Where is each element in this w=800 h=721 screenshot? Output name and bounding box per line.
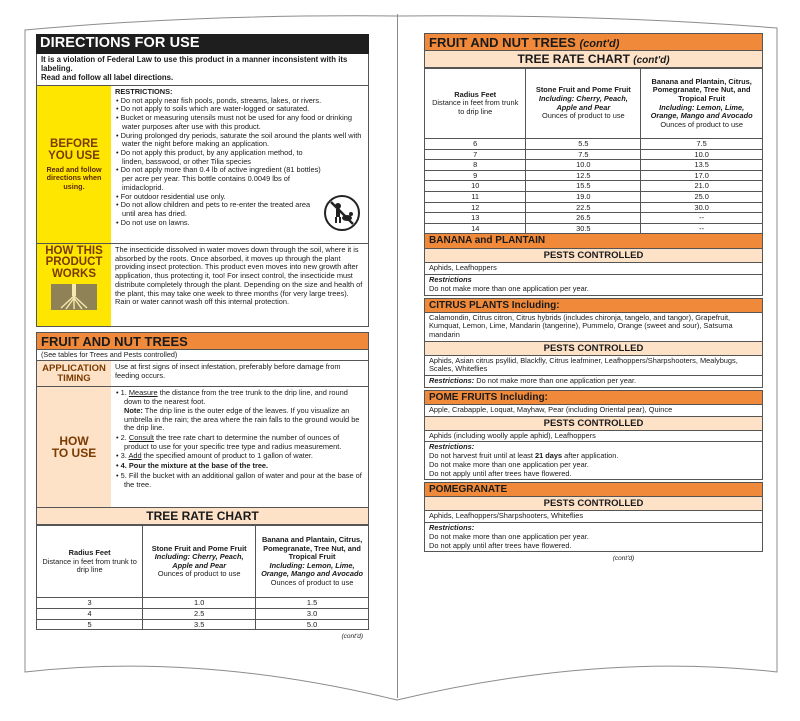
- how-works-line3: WORKS: [51, 267, 97, 280]
- restrictions-title: RESTRICTIONS:: [115, 86, 173, 96]
- col-banana-including: Including: Lemon, Lime, Orange, Mango and Avocado: [650, 102, 753, 121]
- table-row: [425, 202, 763, 213]
- col-stone-header: [143, 526, 256, 598]
- cell-stone: 7.5: [526, 149, 641, 160]
- cell-radius: 8: [425, 160, 526, 171]
- col-radius-title: Radius Feet: [454, 89, 497, 99]
- cell-stone: 5.5: [526, 139, 641, 150]
- cell-banana: 7.5: [641, 139, 763, 150]
- col-radius-title: Radius Feet: [68, 548, 111, 558]
- chart-cont-tag: (cont'd): [633, 55, 670, 66]
- pomegranate-header: POMEGRANATE: [424, 482, 763, 497]
- table-row: [37, 619, 369, 630]
- chart-cont-title: TREE RATE CHART: [517, 52, 630, 66]
- pome-r1-days: 21 days: [534, 451, 563, 461]
- step-1-verb: Measure: [128, 388, 158, 398]
- pome-header: POME FRUITS Including:: [424, 390, 763, 405]
- no-children-pets-icon: [324, 195, 360, 231]
- table-row: [37, 598, 369, 609]
- col-banana-header: [641, 69, 763, 139]
- cell-banana: 13.5: [641, 160, 763, 171]
- before-you-use-label: [37, 86, 111, 243]
- how-to-use-steps: [111, 387, 368, 507]
- banana-restrictions-label: Restrictions: [429, 275, 472, 285]
- citrus-restriction-1: Do not make more than one application per year.: [474, 376, 637, 386]
- restriction-item: • Do not apply this product, by any application method, to linden, basswood, or other Tilia species: [115, 149, 364, 166]
- col-banana-sub: Ounces of product to use: [270, 577, 354, 587]
- cell-stone: 22.5: [526, 202, 641, 213]
- restriction-item: • Do not allow children and pets to re-enter the treated area until area has dried.: [115, 201, 364, 218]
- timing-label-line1: APPLICATION: [42, 363, 106, 375]
- step-2: • 2. Consult the tree rate chart to determine the number of ounces of product to use for your specific tree type and radius measurement.: [115, 434, 364, 451]
- cell-radius: 13: [425, 213, 526, 224]
- cell-banana: 1.5: [256, 598, 369, 609]
- col-stone-sub: Ounces of product to use: [157, 569, 241, 579]
- pome-r1-text-c: after application.: [562, 451, 619, 461]
- pome-restrictions-label: Restrictions:: [429, 442, 475, 452]
- restriction-item: • Do not use on lawns.: [115, 219, 364, 228]
- fruit-nut-header: FRUIT AND NUT TREES: [36, 332, 369, 350]
- cell-radius: 12: [425, 202, 526, 213]
- cell-radius: 14: [425, 223, 526, 234]
- pomegranate-restriction-1: Do not make more than one application per year.: [429, 531, 589, 541]
- pomegranate-pests: Aphids, Leafhoppers/Sharpshooters, Whiteflies: [424, 511, 763, 523]
- table-row: [425, 181, 763, 192]
- cell-stone: 15.5: [526, 181, 641, 192]
- cell-banana: 3.0: [256, 608, 369, 619]
- steps-list: [115, 389, 364, 489]
- step-5: • 5. Fill the bucket with an additional gallon of water and pour at the base of the tree.: [115, 472, 364, 489]
- timing-label-line2: TIMING: [57, 372, 91, 384]
- step-3: • 3. Add the specified amount of product to 1 gallon of water.: [115, 452, 364, 461]
- step-5-text: Fill the bucket with an additional gallon of water and pour at the base of the tree.: [124, 470, 362, 489]
- step-4: • 4. Pour the mixture at the base of the tree.: [115, 462, 364, 471]
- tree-rate-table-cont: [424, 68, 763, 234]
- citrus-header: CITRUS PLANTS Including:: [424, 298, 763, 313]
- cell-stone: 26.5: [526, 213, 641, 224]
- cell-radius: 6: [425, 139, 526, 150]
- cell-banana: 10.0: [641, 149, 763, 160]
- citrus-restrictions-label: Restrictions:: [429, 376, 475, 386]
- cell-radius: 3: [37, 598, 143, 609]
- directions-header: DIRECTIONS FOR USE: [36, 34, 369, 54]
- step-1-text: the distance from the tree trunk to the drip line, and round down to the nearest foot.: [124, 388, 348, 407]
- col-radius-sub: Distance in feet from trunk to drip line: [432, 98, 519, 116]
- cell-banana: 30.0: [641, 202, 763, 213]
- pomegranate-pests-controlled-bar: PESTS CONTROLLED: [424, 497, 763, 511]
- restriction-item: • For outdoor residential use only.: [115, 193, 364, 202]
- table-row: [37, 608, 369, 619]
- table-header-row: [37, 526, 369, 598]
- banana-plantain-header: BANANA and PLANTAIN: [424, 234, 763, 249]
- howto-label-line2: TO USE: [51, 446, 97, 461]
- cell-stone: 10.0: [526, 160, 641, 171]
- pome-list: Apple, Crabapple, Loquat, Mayhaw, Pear (including Oriental pear), Quince: [424, 405, 763, 417]
- citrus-restrictions: [424, 376, 763, 388]
- table-row: [425, 160, 763, 171]
- continued-note: (cont'd): [341, 633, 363, 641]
- fruit-nut-cont-title: FRUIT AND NUT TREES: [429, 35, 576, 50]
- right-page: [424, 33, 763, 563]
- col-stone-including: Including: Cherry, Peach, Apple and Pear: [154, 552, 244, 570]
- cell-stone: 1.0: [143, 598, 256, 609]
- table-row: [425, 170, 763, 181]
- table-row: [425, 139, 763, 150]
- table-row: [425, 149, 763, 160]
- col-banana-sub: Ounces of product to use: [660, 119, 743, 129]
- col-stone-including: Including: Cherry, Peach, Apple and Pear: [538, 93, 628, 112]
- continued-note-right: (cont'd): [612, 555, 635, 563]
- howto-label-line1: HOW: [59, 434, 89, 449]
- col-banana-including: Including: Lemon, Lime, Orange, Mango and Avocado: [261, 560, 364, 579]
- col-radius-sub: Distance in feet from trunk to drip line: [42, 556, 137, 575]
- col-banana-title: Banana and Plantain, Citrus, Pomegranate, Tree Nut, and Tropical Fruit: [261, 535, 363, 562]
- cell-radius: 10: [425, 181, 526, 192]
- cell-banana: 21.0: [641, 181, 763, 192]
- cell-banana: --: [641, 213, 763, 224]
- pome-pests-controlled-bar: PESTS CONTROLLED: [424, 417, 763, 431]
- before-label-line2: YOU USE: [48, 149, 100, 162]
- table-header-row: [425, 69, 763, 139]
- read-follow-text: Read and follow all label directions.: [41, 72, 174, 82]
- pome-restriction-3: Do not apply until after trees have flowered.: [429, 468, 572, 478]
- cell-radius: 9: [425, 170, 526, 181]
- violation-text: It is a violation of Federal Law to use this product in a manner inconsistent with its labeling.: [41, 55, 348, 73]
- pomegranate-restrictions-label: Restrictions:: [429, 523, 475, 533]
- before-you-use-section: [36, 86, 369, 244]
- cell-stone: 2.5: [143, 608, 256, 619]
- banana-pests: Aphids, Leafhoppers: [424, 263, 763, 275]
- table-row: [425, 223, 763, 234]
- restriction-item: • Do not apply near fish pools, ponds, streams, lakes, or rivers.: [115, 97, 364, 106]
- application-timing-label: [37, 361, 111, 386]
- pome-restrictions: [424, 442, 763, 480]
- banana-pests-controlled-bar: PESTS CONTROLLED: [424, 249, 763, 263]
- before-label-line1: BEFORE: [50, 137, 98, 150]
- col-radius-header: [425, 69, 526, 139]
- step-3-text: the specified amount of product to 1 gallon of water.: [141, 451, 313, 461]
- application-timing-text: Use at first signs of insect infestation, preferably before damage from feeding occurs.: [115, 362, 341, 381]
- banana-restriction-1: Do not make more than one application per year.: [429, 283, 589, 293]
- tree-roots-illustration: [51, 284, 97, 310]
- banana-restrictions: [424, 275, 763, 295]
- how-works-line2: PRODUCT: [45, 256, 103, 269]
- cell-banana: 25.0: [641, 191, 763, 202]
- how-product-works-section: [36, 244, 369, 327]
- pome-r1-text-a: Do not harvest fruit until at least: [429, 451, 535, 461]
- cell-radius: 11: [425, 191, 526, 202]
- table-row: [425, 191, 763, 202]
- tree-rate-chart-title: TREE RATE CHART: [36, 508, 369, 525]
- restrictions-body: [111, 86, 368, 243]
- cell-stone: 12.5: [526, 170, 641, 181]
- restriction-item: • Do not apply more than 0.4 lb of active ingredient (81 bottles) per acre per year. This bottle contains 0.0049 lbs of imidacloprid.: [115, 166, 364, 192]
- cell-banana: 17.0: [641, 170, 763, 181]
- tables-note: (See tables for Trees and Pests controlled): [36, 350, 369, 361]
- step-1-note: The drip line is the outer edge of the leaves. If you visualize an umbrella in the rain; the area where the rain falls to the ground would be the drip line.: [124, 405, 360, 433]
- restriction-item: • Bucket or measuring utensils must not be used for any food or drinking water purposes after use with this product.: [115, 114, 364, 131]
- col-radius-header: [37, 526, 143, 598]
- how-works-label: [37, 244, 111, 326]
- cell-banana: 5.0: [256, 619, 369, 630]
- pome-restriction-2: Do not make more than one application per year.: [429, 459, 589, 469]
- step-3-verb: Add: [128, 451, 142, 461]
- how-works-body: The insecticide dissolved in water moves down through the soil, where it is absorbed by the roots. Once absorbed, it moves up through the plant providing insect protection. This product even moves into new growth after application, thus protecting it, too! For insect control, the insecticide must distribute completely through the plant. Depending on the size and health of the plant, this may take one week to three months (for very large trees). Rain or water cannot wash off this internal protection.: [115, 244, 363, 307]
- step-2-text: the tree rate chart to determine the number of ounces of product to use for your specific tree type and radius measurement.: [124, 433, 342, 451]
- citrus-list: Calamondin, Citrus citron, Citrus hybrids (includes chironja, tangelo, and tangor), Grapefruit, Kumquat, Lemon, Lime, Mandarin (tangerine), Pummelo, Orange (sweet and sour), Satsuma mandarin: [424, 313, 763, 342]
- tree-rate-table: [36, 525, 369, 630]
- cell-stone: 3.5: [143, 619, 256, 630]
- col-stone-title: Stone Fruit and Pome Fruit: [535, 85, 631, 95]
- citrus-pests: Aphids, Asian citrus psyllid, Blackfly, Citrus leafminer, Leafhoppers/Sharpshooters, Mealybugs, Scales, Whiteflies: [424, 356, 763, 376]
- step-4-text: Pour the mixture at the base of the tree.: [128, 461, 269, 471]
- how-works-line1: HOW THIS: [45, 244, 103, 257]
- fruit-nut-cont-header: [424, 33, 763, 51]
- col-stone-header: [526, 69, 641, 139]
- pomegranate-restriction-2: Do not apply until after trees have flowered.: [429, 540, 572, 550]
- cell-radius: 5: [37, 619, 143, 630]
- cell-radius: 4: [37, 608, 143, 619]
- col-stone-sub: Ounces of product to use: [542, 111, 625, 121]
- step-2-verb: Consult: [128, 433, 154, 443]
- citrus-pests-controlled-bar: PESTS CONTROLLED: [424, 342, 763, 356]
- how-to-use-label: [37, 387, 111, 507]
- table-row: [425, 213, 763, 224]
- left-page: [36, 34, 369, 641]
- restriction-item: • Do not apply to soils which are water-logged or saturated.: [115, 105, 364, 114]
- col-banana-title: Banana and Plantain, Citrus, Pomegranate, Tree Nut, and Tropical Fruit: [651, 76, 752, 103]
- before-label-sub: Read and follow directions when using.: [46, 165, 102, 191]
- pome-pests: Aphids (including woolly apple aphid), Leafhoppers: [424, 431, 763, 443]
- restriction-item: • During prolonged dry periods, saturate the soil around the plants well with water the night before making an application.: [115, 132, 364, 149]
- cell-stone: 30.5: [526, 223, 641, 234]
- step-1-note-label: Note:: [124, 405, 143, 415]
- pomegranate-restrictions: [424, 523, 763, 552]
- col-banana-header: [256, 526, 369, 598]
- cell-stone: 19.0: [526, 191, 641, 202]
- page-fold: [397, 14, 398, 698]
- how-to-use-section: [36, 387, 369, 508]
- step-1: • 1. Measure the distance from the tree trunk to the drip line, and round down to the nearest foot. Note: The drip line is the outer edge of the leaves. If you visualize an umbrella in the rain; the area where the rain falls to the ground would be the drip line.: [115, 389, 364, 433]
- violation-notice: [36, 54, 369, 86]
- fruit-nut-cont-tag: (cont'd): [579, 38, 620, 50]
- col-stone-title: Stone Fruit and Pome Fruit: [151, 543, 247, 553]
- tree-rate-chart-cont-title: [424, 51, 763, 68]
- cell-banana: --: [641, 223, 763, 234]
- cell-radius: 7: [425, 149, 526, 160]
- application-timing-section: [36, 361, 369, 387]
